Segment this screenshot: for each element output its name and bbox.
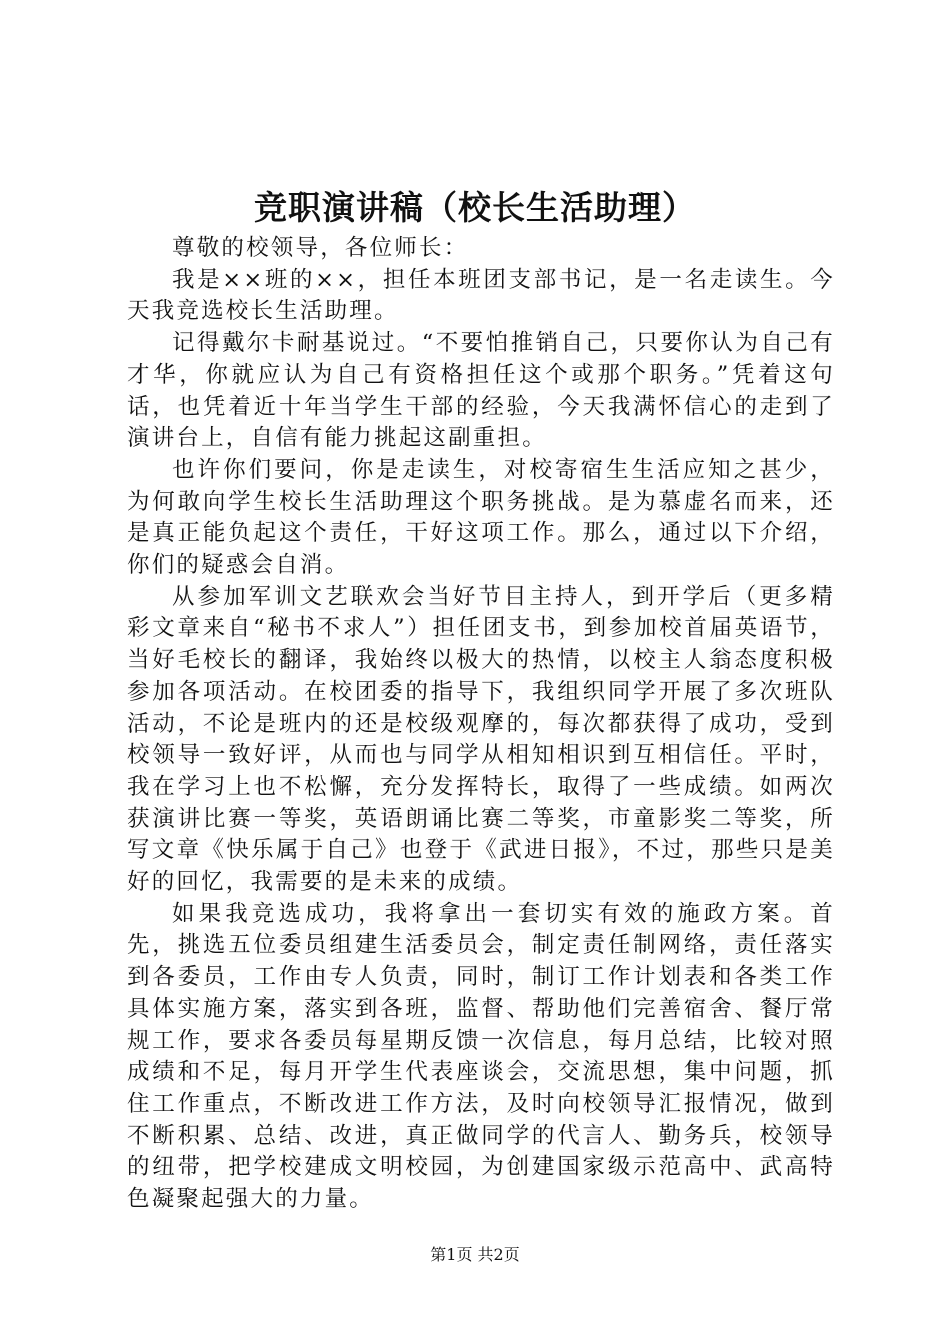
- paragraph-question: 也许你们要问，你是走读生，对校寄宿生生活应知之甚少，为何敢向学生校长生活助理这个职务挑战。是为慕虚名而来，还是真正能负起这个责任，干好这项工作。那么，通过以下介绍，你们的疑惑会自消。: [127, 456, 835, 579]
- document-body: [127, 233, 835, 1216]
- paragraph-experience: 从参加军训文艺联欢会当好节目主持人，到开学后（更多精彩文章来自“秘书不求人”）担任团支书，到参加校首届英语节，当好毛校长的翻译，我始终以极大的热情，以校主人翁态度积极参加各项活动。在校团委的指导下，我组织同学开展了多次班队活动，不论是班内的还是校级观摩的，每次都获得了成功，受到校领导一致好评，从而也与同学从相知相识到互相信任。平时，我在学习上也不松懈，充分发挥特长，取得了一些成绩。如两次获演讲比赛一等奖，英语朗诵比赛二等奖，市童影奖二等奖，所写文章《快乐属于自己》也登于《武进日报》，不过，那些只是美好的回忆，我需要的是未来的成绩。: [127, 583, 835, 896]
- page-number-footer: 第1页 共2页: [430, 1245, 520, 1264]
- paragraph-quote: 记得戴尔卡耐基说过。“不要怕推销自己，只要你认为自己有才华，你就应认为自己有资格担任这个或那个职务。”凭着这句话，也凭着近十年当学生干部的经验，今天我满怀信心的走到了演讲台上，自信有能力挑起这副重担。: [127, 330, 835, 452]
- salutation: 尊敬的校领导，各位师长：: [172, 235, 469, 261]
- paragraph-introduction: 我是××班的××，担任本班团支部书记，是一名走读生。今天我竞选校长生活助理。: [127, 266, 835, 325]
- paragraph-plan: 如果我竞选成功，我将拿出一套切实有效的施政方案。首先，挑选五位委员组建生活委员会，制定责任制网络，责任落实到各委员，工作由专人负责，同时，制订工作计划表和各类工作具体实施方案，落实到各班，监督、帮助他们完善宿舍、餐厅常规工作，要求各委员每星期反馈一次信息，每月总结，比较对照成绩和不足，每月开学生代表座谈会，交流思想，集中问题，抓住工作重点，不断改进工作方法，及时向校领导汇报情况，做到不断积累、总结、改进，真正做同学的代言人、勤务兵，校领导的纽带，把学校建成文明校园，为创建国家级示范高中、武高特色凝聚起强大的力量。: [127, 900, 835, 1213]
- document-title: 竞职演讲稿（校长生活助理）: [254, 188, 696, 227]
